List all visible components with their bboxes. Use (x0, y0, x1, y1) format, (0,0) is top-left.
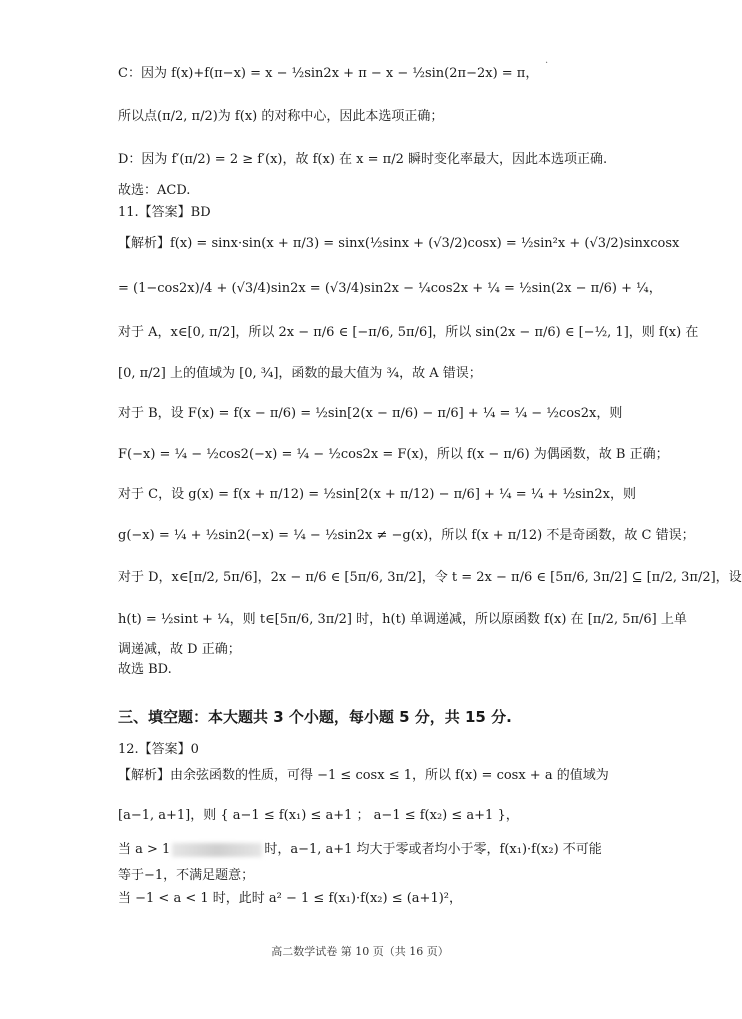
solution-line: 【解析】f(x) = sinx·sin(x + π/3) = sinx(½sinx + (√3/2)cosx) = ½sin²x + (√3/2)sinxcosx (118, 236, 680, 251)
solution-line: 对于 A，x∈[0, π/2]，所以 2x − π/6 ∈ [−π/6, 5π/6]，所以 sin(2x − π/6) ∈ [−½, 1]，则 f(x) 在 (118, 325, 699, 340)
solution-line-part: 时，a−1, a+1 均大于零或者均小于零，f(x₁)·f(x₂) 不可能 (264, 842, 602, 857)
solution-line: h(t) = ½sint + ¼，则 t∈[5π/6, 3π/2] 时，h(t) 单调递减，所以原函数 f(x) 在 [π/2, 5π/6] 上单 (118, 612, 687, 627)
solution-line: 当 −1 < a < 1 时，此时 a² − 1 ≤ f(x₁)·f(x₂) ≤ (a+1)²， (118, 891, 462, 906)
blurred-region (172, 843, 262, 857)
solution-line: D：因为 f′(π/2) = 2 ≥ f′(x)，故 f(x) 在 x = π/2 瞬时变化率最大，因此本选项正确. (118, 152, 608, 167)
solution-line: 对于 C，设 g(x) = f(x + π/12) = ½sin[2(x + π/12) − π/6] + ¼ = ¼ + ½sin2x，则 (118, 487, 636, 502)
answer-line: 11.【答案】BD (118, 205, 211, 220)
solution-line-part: 当 a > 1 (118, 842, 171, 857)
solution-line: 所以点(π/2, π/2)为 f(x) 的对称中心，因此本选项正确； (118, 109, 444, 124)
solution-line: C：因为 f(x)+f(π−x) = x − ½sin2x + π − x − ½sin(2π−2x) = π， (118, 66, 539, 81)
section-heading: 三、填空题：本大题共 3 个小题，每小题 5 分，共 15 分. (118, 708, 512, 726)
solution-line: g(−x) = ¼ + ½sin2(−x) = ¼ − ½sin2x ≠ −g(x)，所以 f(x + π/12) 不是奇函数，故 C 错误； (118, 528, 695, 543)
solution-line: [a−1, a+1]，则 { a−1 ≤ f(x₁) ≤ a+1 ； a−1 ≤ f(x₂) ≤ a+1 }， (118, 808, 519, 823)
scan-speck: · (545, 58, 549, 69)
solution-line (118, 840, 660, 860)
solution-line: 等于−1，不满足题意； (118, 868, 255, 883)
solution-line: 调递减，故 D 正确； (118, 642, 241, 657)
solution-line: [0, π/2] 上的值域为 [0, ¾]，函数的最大值为 ¾，故 A 错误； (118, 366, 482, 381)
solution-line: 故选：ACD. (118, 183, 191, 198)
solution-line: 故选 BD. (118, 662, 172, 677)
solution-line: F(−x) = ¼ − ½cos2(−x) = ¼ − ½cos2x = F(x)，所以 f(x − π/6) 为偶函数，故 B 正确； (118, 447, 669, 462)
solution-line: 【解析】由余弦函数的性质，可得 −1 ≤ cosx ≤ 1，所以 f(x) = cosx + a 的值域为 (118, 768, 609, 783)
solution-line: = (1−cos2x)/4 + (√3/4)sin2x = (√3/4)sin2x − ¼cos2x + ¼ = ½sin(2x − π/6) + ¼， (118, 281, 662, 296)
solution-line: 对于 B，设 F(x) = f(x − π/6) = ½sin[2(x − π/6) − π/6] + ¼ = ¼ − ½cos2x，则 (118, 406, 623, 421)
page-footer: 高二数学试卷 第 10 页（共 16 页） (271, 945, 449, 958)
solution-line: 对于 D，x∈[π/2, 5π/6]，2x − π/6 ∈ [5π/6, 3π/2]，令 t = 2x − π/6 ∈ [5π/6, 3π/2] ⊆ [π/2, 3π/2]，设 (118, 570, 742, 585)
answer-line: 12.【答案】0 (118, 742, 199, 757)
